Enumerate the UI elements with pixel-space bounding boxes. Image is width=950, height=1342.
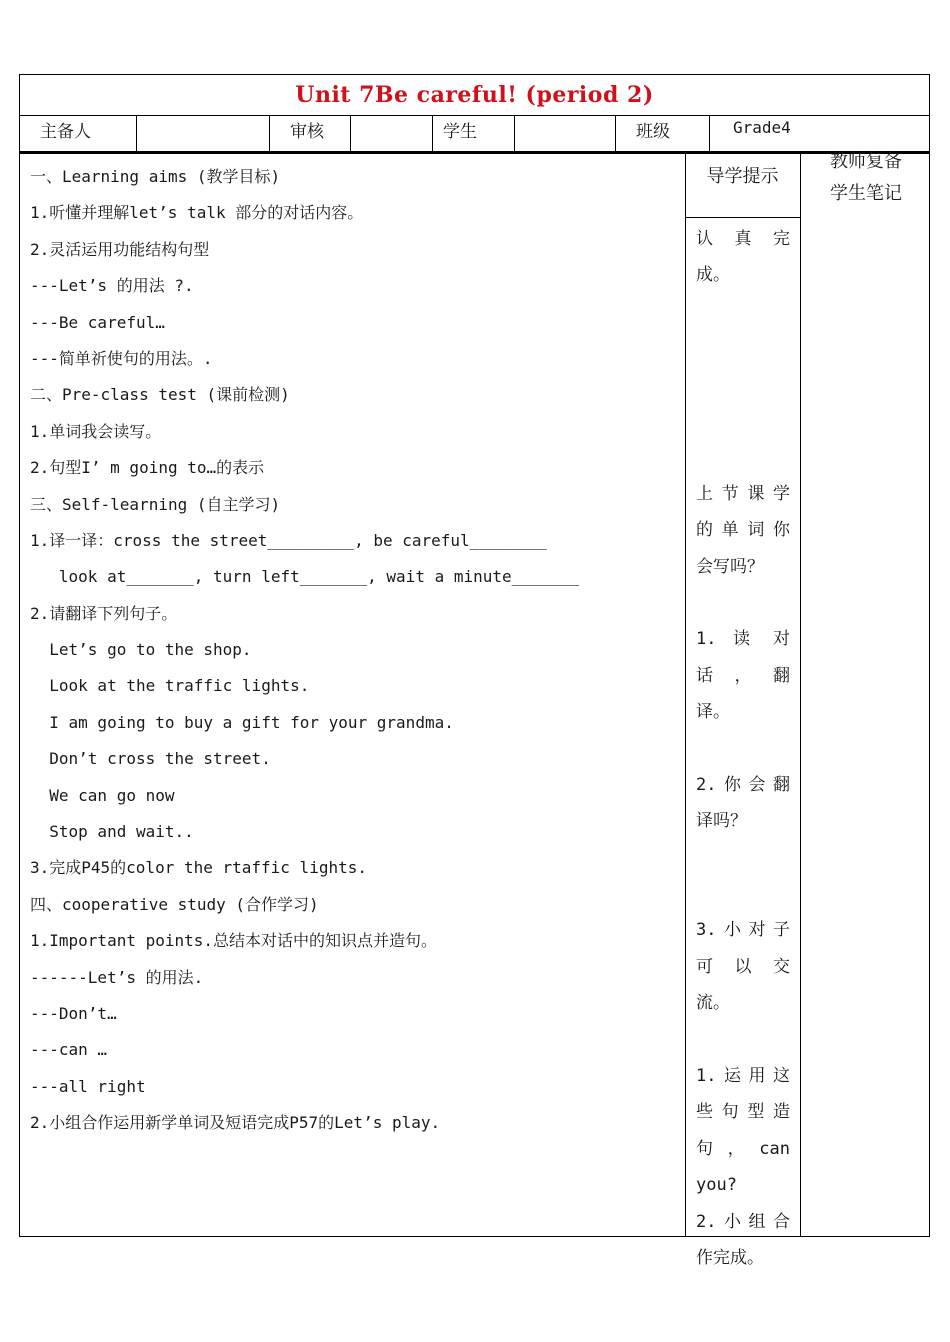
- hint-line: 作完成。: [696, 1247, 764, 1268]
- content-line: 2.灵活运用功能结构句型: [30, 239, 210, 259]
- hint-line: 的单词你: [696, 520, 790, 541]
- hint-line: [696, 588, 790, 624]
- class-label: 班级: [616, 116, 710, 151]
- class-value: Grade4: [733, 118, 791, 137]
- content-column: [30, 162, 680, 1145]
- hint-line: [696, 879, 790, 915]
- hint-line: [696, 733, 790, 769]
- student-value: [515, 116, 616, 151]
- content-line: ---Let’s 的用法 ?.: [30, 276, 194, 296]
- worksheet-title: Unit 7Be careful! (period 2): [295, 82, 654, 108]
- content-line: Let’s go to the shop.: [30, 640, 252, 660]
- hint-line: 2.小组合: [696, 1211, 790, 1232]
- content-line: ------Let’s 的用法.: [30, 967, 204, 987]
- hint-line: 3.小对子: [696, 920, 790, 941]
- info-row: [19, 116, 930, 152]
- hint-line: [696, 406, 790, 442]
- content-line: 2.请翻译下列句子。: [30, 603, 178, 623]
- content-line: I am going to buy a gift for your grandma.: [30, 712, 454, 732]
- content-line: ---Be careful…: [30, 312, 165, 332]
- hint-line: [696, 442, 790, 478]
- hint-line: 2.你会翻: [696, 774, 790, 795]
- hint-line: 译。: [696, 702, 730, 723]
- hint-line: [696, 843, 790, 879]
- hint-line: 1. 读 对: [696, 629, 790, 650]
- content-line: ---can …: [30, 1040, 108, 1060]
- content-line: ---Don’t…: [30, 1003, 117, 1023]
- hint-line: 可 以 交: [696, 956, 790, 977]
- review-value: [351, 116, 433, 151]
- content-line: 三、Self-learning (自主学习): [30, 494, 281, 514]
- hint-line: 些句型造: [696, 1102, 790, 1123]
- hint-line: 流。: [696, 993, 730, 1014]
- content-line: ---all right: [30, 1076, 146, 1096]
- content-line: Don’t cross the street.: [30, 749, 271, 769]
- hint-line: 成。: [696, 265, 730, 286]
- host-value: [137, 116, 270, 151]
- hint-line: [696, 297, 790, 333]
- content-line: Look at the traffic lights.: [30, 676, 310, 696]
- content-line: 四、cooperative study (合作学习): [30, 894, 319, 914]
- content-line: Stop and wait..: [30, 822, 194, 842]
- hint-line: [696, 370, 790, 406]
- content-line: 一、Learning aims (教学目标): [30, 167, 281, 186]
- hint-header: 导学提示: [706, 166, 779, 187]
- column-divider: [685, 154, 686, 1236]
- hint-line: you?: [696, 1175, 737, 1196]
- content-line: 1.听懂并理解let’s talk 部分的对话内容。: [30, 203, 364, 223]
- title-box: [19, 74, 930, 116]
- column-divider: [800, 154, 801, 1236]
- hint-line: 认 真 完: [696, 229, 790, 249]
- content-line: 3.完成P45的color the rtaffic lights.: [30, 858, 367, 878]
- hint-line: 话 ， 翻: [696, 665, 790, 686]
- review-label: 审核: [270, 116, 351, 151]
- hint-line: 1.运用这: [696, 1065, 790, 1086]
- content-line: look at_______, turn left_______, wait a minute_______: [30, 567, 580, 587]
- content-line: ---简单祈使句的用法。.: [30, 348, 213, 368]
- content-line: 二、Pre-class test (课前检测): [30, 385, 290, 405]
- content-line: 1.单词我会读写。: [30, 421, 162, 441]
- notes-header-line1: 教师复备: [830, 151, 902, 172]
- content-line: 2.句型I’ m going to…的表示: [30, 458, 265, 478]
- notes-header-line2: 学生笔记: [830, 183, 902, 204]
- hint-line: [696, 1025, 790, 1061]
- hint-line: [696, 333, 790, 369]
- content-line: 1.Important points.总结本对话中的知识点并造句。: [30, 931, 438, 951]
- hint-line: 译吗？: [696, 811, 747, 832]
- hint-column: [696, 224, 790, 1279]
- hint-line: 会写吗？: [696, 556, 764, 577]
- header-divider: [685, 217, 800, 218]
- host-label: 主备人: [20, 116, 137, 151]
- hint-line: 句 ， can: [696, 1138, 790, 1159]
- hint-line: 上节课学: [696, 483, 790, 504]
- content-line: We can go now: [30, 785, 175, 805]
- content-line: 1.译一译：cross the street_________, be careful________: [30, 530, 547, 550]
- main-table: [19, 151, 930, 1268]
- student-label: 学生: [433, 116, 515, 151]
- content-line: 2.小组合作运用新学单词及短语完成P57的Let’s play.: [30, 1113, 441, 1133]
